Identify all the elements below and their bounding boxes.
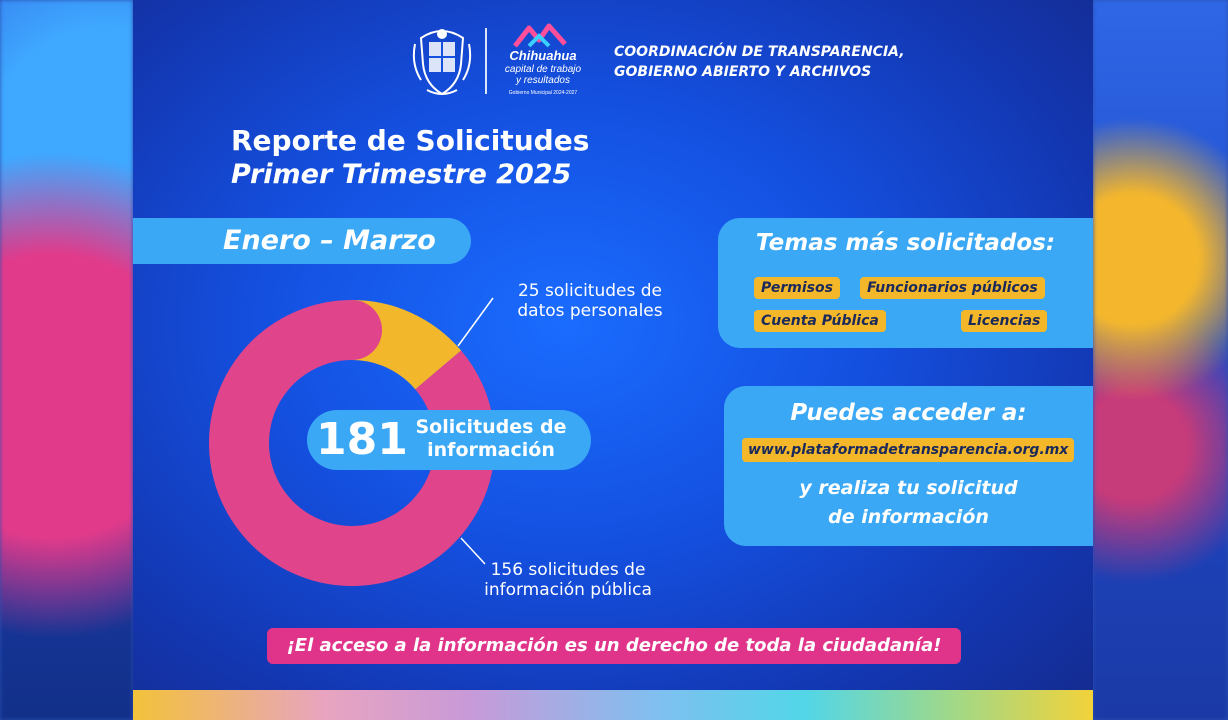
coordination-name	[614, 42, 905, 82]
tema-tag: Funcionarios públicos	[860, 277, 1045, 299]
period-pill	[133, 218, 471, 264]
header	[133, 22, 1093, 102]
logo-line1: Chihuahua	[509, 48, 577, 63]
logo-line3: y resultados	[516, 75, 570, 86]
slogan-banner: ¡El acceso a la información es un derecho de toda la ciudadanía!	[267, 628, 961, 664]
tema-tag: Permisos	[754, 277, 840, 299]
slice-cap	[322, 300, 382, 360]
report-subtitle: Primer Trimestre 2025	[231, 159, 572, 190]
chihuahua-logo	[495, 22, 595, 100]
rainbow-bar	[133, 690, 1093, 720]
temas-box	[718, 218, 1093, 348]
municipal-crest-icon	[411, 24, 473, 98]
slice-label-datos-personales: 25 solicitudes de datos personales	[517, 281, 663, 321]
logo-line2: capital de trabajo	[504, 64, 582, 75]
infographic-poster	[133, 0, 1093, 720]
slice-label-informacion-publica: 156 solicitudes de información pública	[484, 560, 652, 600]
logo-line4: Gobierno Municipal 2024-2027	[508, 90, 578, 96]
total-label: Solicitudes de información	[415, 416, 567, 461]
tema-tag: Cuenta Pública	[754, 310, 886, 332]
platform-url[interactable]: www.plataformadetransparencia.org.mx	[742, 438, 1074, 462]
header-divider	[485, 28, 487, 94]
blurred-background-right	[1093, 0, 1228, 720]
acceso-title: Puedes acceder a:	[790, 400, 1027, 426]
tema-tag: Licencias	[961, 310, 1047, 332]
coord-line2: GOBIERNO ABIERTO Y ARCHIVOS	[614, 64, 872, 80]
acceso-text: y realiza tu solicitud de información	[799, 477, 1018, 528]
acceso-box	[724, 386, 1093, 546]
total-value: 181	[316, 414, 408, 465]
report-title: Reporte de Solicitudes	[231, 124, 590, 157]
temas-title: Temas más solicitados:	[755, 230, 1056, 256]
coord-line1: COORDINACIÓN DE TRANSPARENCIA,	[614, 44, 905, 60]
period-label: Enero – Marzo	[223, 225, 436, 256]
blurred-background-left	[0, 0, 133, 720]
